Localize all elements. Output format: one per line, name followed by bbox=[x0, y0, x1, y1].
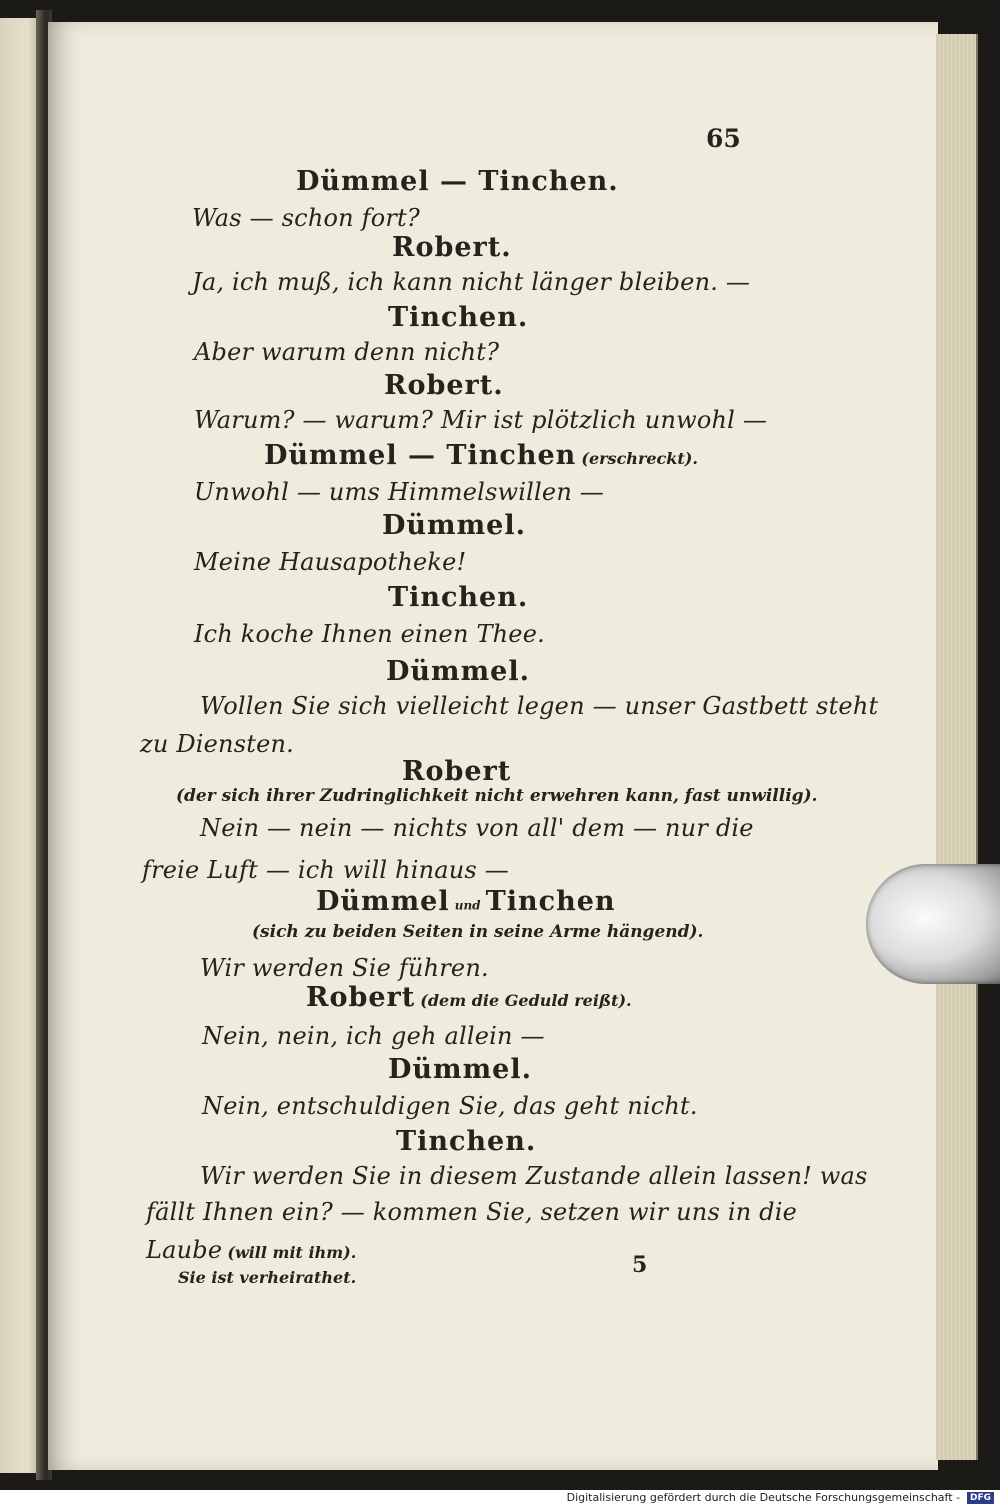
speaker-heading-pair bbox=[316, 886, 616, 917]
dialog-line: Wir werden Sie führen. bbox=[200, 954, 489, 982]
stage-direction: (dem die Geduld reißt). bbox=[420, 991, 632, 1010]
left-page-edge bbox=[0, 18, 40, 1473]
dialog-line: Warum? — warum? Mir ist plötzlich unwohl — bbox=[194, 406, 768, 434]
dialog-line: Nein — nein — nichts von all' dem — nur die bbox=[200, 814, 754, 842]
speaker-name: Robert bbox=[306, 982, 416, 1013]
dialog-line: Was — schon fort? bbox=[192, 204, 420, 232]
bookmark-clip bbox=[866, 864, 1000, 984]
speaker-heading: Robert. bbox=[392, 232, 512, 263]
dialog-line: Unwohl — ums Himmelswillen — bbox=[194, 478, 605, 506]
stage-direction: (will mit ihm). bbox=[227, 1243, 357, 1262]
dialog-line: Wir werden Sie in diesem Zustande allein lassen! was bbox=[200, 1162, 868, 1190]
dialog-line: freie Luft — ich will hinaus — bbox=[142, 856, 509, 884]
speaker-heading-with-direction bbox=[264, 440, 698, 471]
speaker-name: Dümmel bbox=[316, 886, 450, 917]
funding-notice: Digitalisierung gefördert durch die Deutsche Forschungsgemeinschaft - bbox=[566, 1491, 960, 1504]
catchword-line: Sie ist verheirathet. bbox=[178, 1268, 357, 1287]
speaker-heading: Dümmel — Tinchen. bbox=[296, 166, 619, 197]
page-edges bbox=[936, 34, 978, 1460]
dialog-line: Ich koche Ihnen einen Thee. bbox=[194, 620, 545, 648]
dialog-line: Meine Hausapotheke! bbox=[194, 548, 467, 576]
speaker-heading-with-direction bbox=[306, 982, 632, 1013]
dialog-line: zu Diensten. bbox=[140, 730, 294, 758]
dialog-line-with-direction bbox=[146, 1236, 356, 1264]
speaker-name: Dümmel — Tinchen bbox=[264, 440, 577, 471]
dialog-text: Laube bbox=[146, 1236, 223, 1264]
dialog-line: Ja, ich muß, ich kann nicht länger bleiben. — bbox=[192, 268, 751, 296]
speaker-heading: Dümmel. bbox=[382, 510, 527, 541]
dialog-line: Nein, entschuldigen Sie, das geht nicht. bbox=[202, 1092, 698, 1120]
dialog-line: Nein, nein, ich geh allein — bbox=[202, 1022, 545, 1050]
speaker-heading: Dümmel. bbox=[386, 656, 531, 687]
speaker-heading: Tinchen. bbox=[396, 1126, 537, 1157]
footer-bar bbox=[0, 1490, 1000, 1507]
page-number: 65 bbox=[706, 124, 741, 153]
dialog-line: Aber warum denn nicht? bbox=[194, 338, 500, 366]
stage-direction: (sich zu beiden Seiten in seine Arme hängend). bbox=[252, 922, 704, 942]
dfg-logo: DFG bbox=[967, 1492, 994, 1504]
stage-direction: (erschreckt). bbox=[581, 449, 698, 468]
speaker-heading: Robert. bbox=[384, 370, 504, 401]
dialog-line: Wollen Sie sich vielleicht legen — unser Gastbett steht bbox=[200, 692, 879, 720]
signature-mark: 5 bbox=[632, 1252, 648, 1278]
conjunction: und bbox=[454, 898, 481, 913]
speaker-heading: Tinchen. bbox=[388, 582, 529, 613]
speaker-name: Tinchen bbox=[485, 886, 616, 917]
stage-direction: (der sich ihrer Zudringlichkeit nicht erwehren kann, fast unwillig). bbox=[176, 786, 818, 806]
speaker-heading: Tinchen. bbox=[388, 302, 529, 333]
dialog-line: fällt Ihnen ein? — kommen Sie, setzen wir uns in die bbox=[146, 1198, 798, 1226]
speaker-heading: Robert bbox=[402, 756, 512, 787]
speaker-heading: Dümmel. bbox=[388, 1054, 533, 1085]
